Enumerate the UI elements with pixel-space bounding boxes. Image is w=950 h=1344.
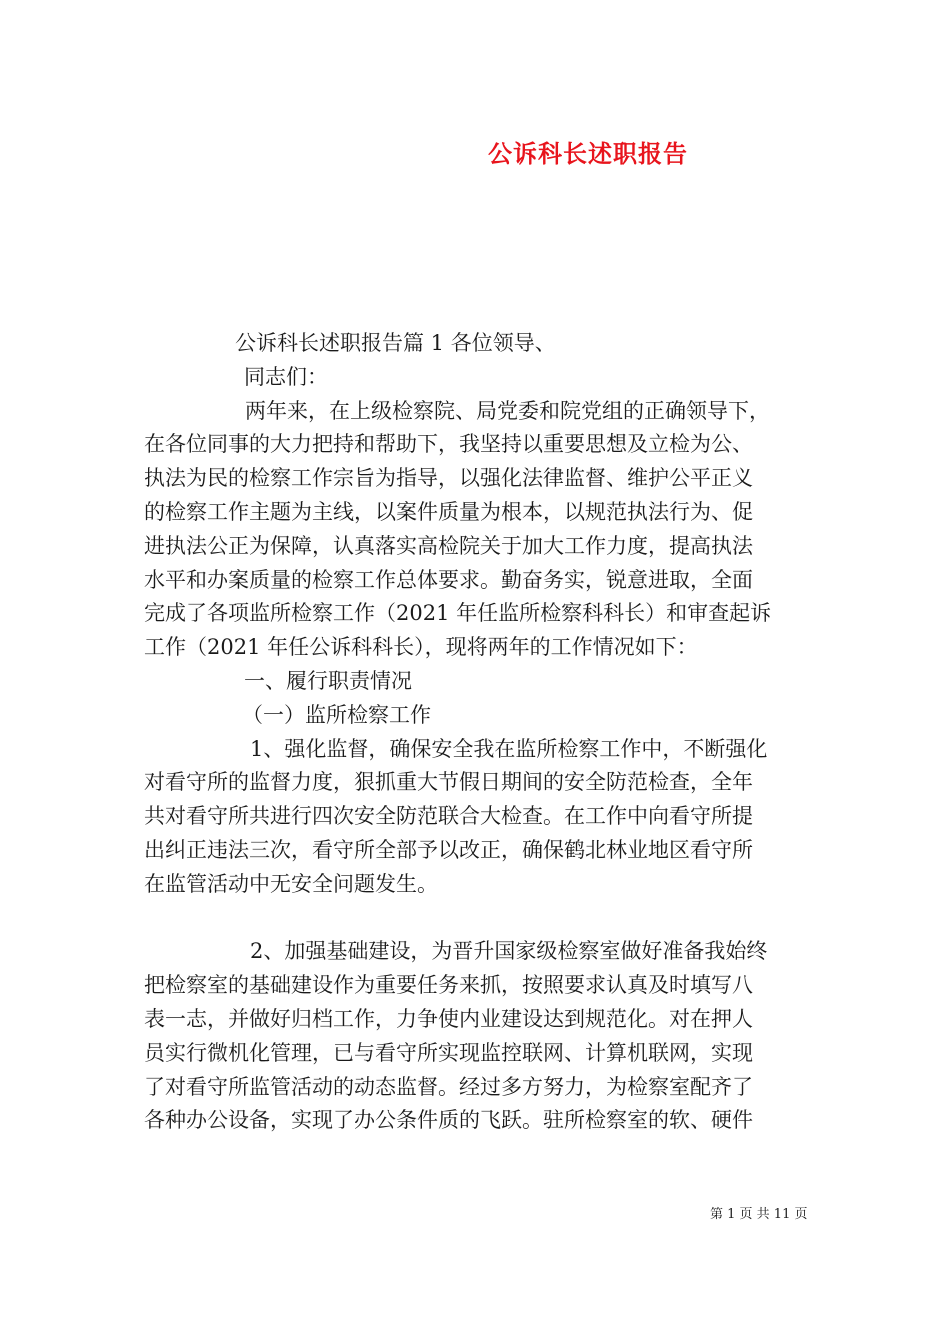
paragraph-line: 进执法公正为保障，认真落实高检院关于加大工作力度，提高执法 [144,533,753,558]
document-title: 公诉科长述职报告 [488,139,688,168]
paragraph-line: 各种办公设备，实现了办公条件质的飞跃。驻所检察室的软、硬件 [144,1108,753,1133]
paragraph-line: 把检察室的基础建设作为重要任务来抓，按照要求认真及时填写八 [144,973,753,998]
paragraph-line: 两年来，在上级检察院、局党委和院党组的正确领导下， [245,398,770,423]
paragraph-line: 表一志，并做好归档工作，力争使内业建设达到规范化。对在押人 [144,1006,753,1031]
paragraph-line: 2、加强基础建设，为晋升国家级检察室做好准备我始终 [250,939,768,964]
paragraph-line: 工作（2021 年任公诉科科长），现将两年的工作情况如下： [144,635,698,660]
page-number: 第 1 页 共 11 页 [710,1207,808,1222]
paragraph-line: 员实行微机化管理，已与看守所实现监控联网、计算机联网，实现 [144,1040,753,1065]
subsection-heading: （一）监所检察工作 [242,702,431,727]
paragraph-line: 共对看守所共进行四次安全防范联合大检查。在工作中向看守所提 [144,804,753,829]
paragraph-line: 的检察工作主题为主线，以案件质量为根本，以规范执法行为、促 [144,499,753,524]
paragraph-line: 出纠正违法三次，看守所全部予以改正，确保鹤北林业地区看守所 [144,837,753,862]
paragraph-line: 对看守所的监督力度，狠抓重大节假日期间的安全防范检查，全年 [144,770,753,795]
paragraph-line: 完成了各项监所检察工作（2021 年任监所检察科科长）和审查起诉 [144,601,772,626]
paragraph-line: 执法为民的检察工作宗旨为指导，以强化法律监督、维护公平正义 [144,466,753,491]
paragraph-line: 在监管活动中无安全问题发生。 [144,871,438,896]
paragraph-line: 水平和办案质量的检察工作总体要求。勤奋务实，锐意进取，全面 [144,567,753,592]
paragraph-line: 在各位同事的大力把持和帮助下，我坚持以重要思想及立检为公、 [144,432,753,457]
paragraph-line: 公诉科长述职报告篇 1 各位领导、 [235,331,556,355]
document-body [144,327,806,1138]
blank-line [144,902,806,936]
section-heading: 一、履行职责情况 [244,668,412,693]
paragraph-line: 了对看守所监管活动的动态监督。经过多方努力，为检察室配齐了 [144,1074,753,1099]
paragraph-line: 同志们： [244,364,328,389]
paragraph-line: 1、强化监督，确保安全我在监所检察工作中，不断强化 [250,736,768,761]
